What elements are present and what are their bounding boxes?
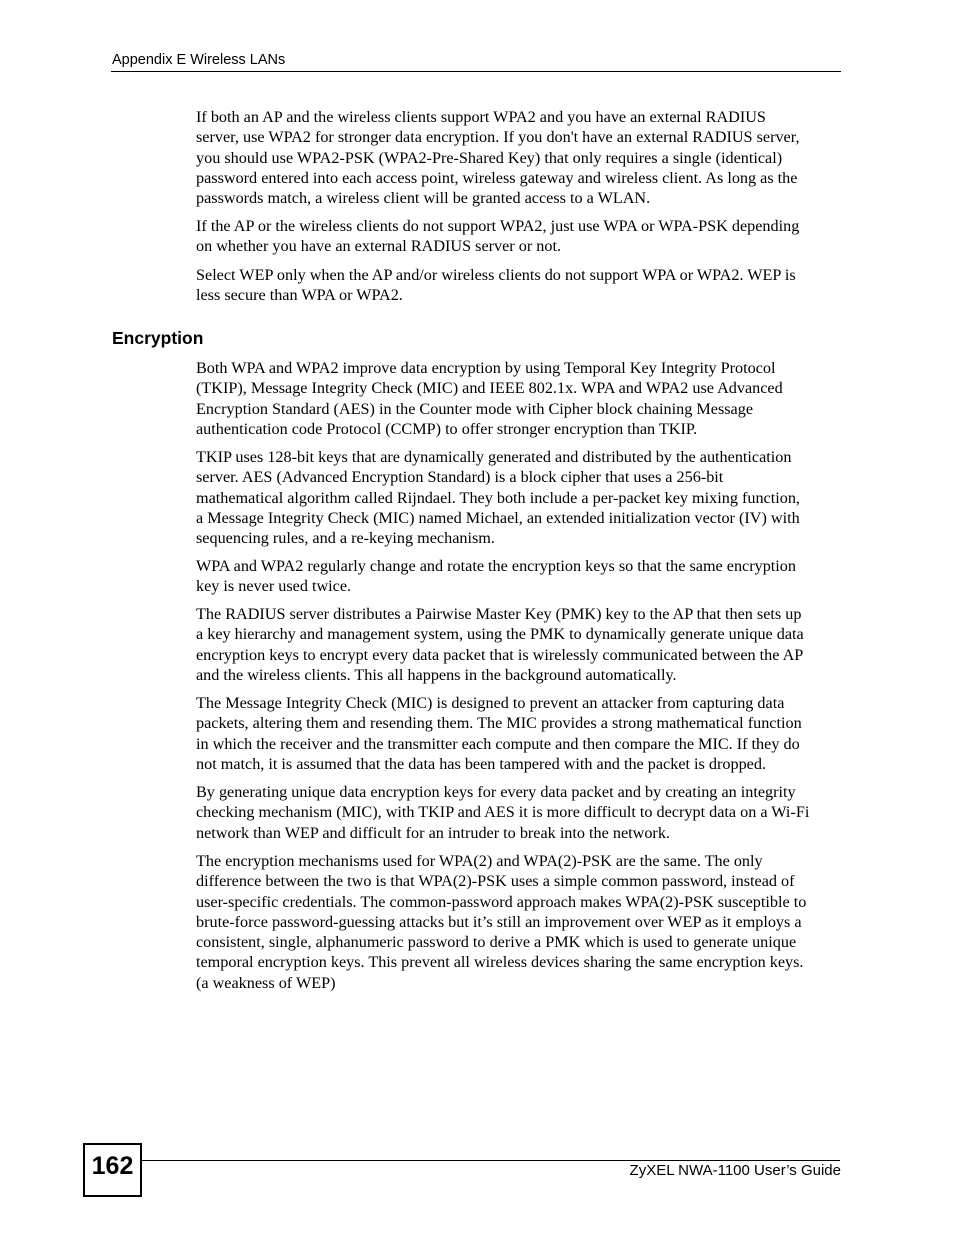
text-line: a key hierarchy and management system, using the PMK to dynamically generate unique data <box>196 625 804 644</box>
text-line: If the AP or the wireless clients do not support WPA2, just use WPA or WPA-PSK depending <box>196 217 800 235</box>
text-line: Both WPA and WPA2 improve data encryption by using Temporal Key Integrity Protocol <box>196 359 776 377</box>
guide-title: ZyXEL NWA-1100 User’s Guide <box>629 1162 841 1179</box>
body-paragraph <box>196 604 842 685</box>
body-paragraph <box>196 447 842 548</box>
text-line: The Message Integrity Check (MIC) is designed to prevent an attacker from capturing data <box>196 694 785 712</box>
text-line: less secure than WPA or WPA2. <box>196 286 403 305</box>
text-line: server. AES (Advanced Encryption Standard) is a block cipher that uses a 256-bit <box>196 468 724 487</box>
text-line: password entered into each access point, wireless gateway and wireless client. As long as the <box>196 168 798 187</box>
text-line: brute-force password-guessing attacks but it’s still an improvement over WEP as it employs a <box>196 912 802 931</box>
body-paragraph <box>196 216 842 257</box>
text-line: The encryption mechanisms used for WPA(2) and WPA(2)-PSK are the same. The only <box>196 852 763 870</box>
text-line: (TKIP), Message Integrity Check (MIC) and IEEE 802.1x. WPA and WPA2 use Advanced <box>196 379 783 398</box>
text-line: TKIP uses 128-bit keys that are dynamically generated and distributed by the authentication <box>196 448 792 466</box>
body-paragraph <box>196 358 842 439</box>
text-line: sequencing rules, and a re-keying mechanism. <box>196 529 495 548</box>
body-paragraph <box>196 851 842 993</box>
header-rule <box>111 71 841 72</box>
body-paragraph <box>196 265 842 306</box>
page-number-box <box>83 1143 142 1197</box>
text-line: difference between the two is that WPA(2)-PSK uses a simple common password, instead of <box>196 872 795 891</box>
body-paragraph <box>196 107 842 208</box>
text-line: server, use WPA2 for stronger data encryption. If you don't have an external RADIUS server, <box>196 128 800 147</box>
text-line: user-specific credentials. The common-password approach makes WPA(2)-PSK susceptible to <box>196 892 807 911</box>
text-line: By generating unique data encryption keys for every data packet and by creating an integrity <box>196 783 796 801</box>
text-line: packets, altering them and resending them. The MIC provides a strong mathematical function <box>196 714 802 733</box>
text-line: in which the receiver and the transmitter each compute and then compare the MIC. If they do <box>196 734 800 753</box>
text-line: The RADIUS server distributes a Pairwise Master Key (PMK) key to the AP that then sets up <box>196 605 802 623</box>
text-line: encryption keys to encrypt every data packet that is wirelessly communicated between the AP <box>196 645 804 664</box>
body-paragraph <box>196 782 842 843</box>
text-line: WPA and WPA2 regularly change and rotate the encryption keys so that the same encryption <box>196 557 796 575</box>
text-line: checking mechanism (MIC), with TKIP and AES it is more difficult to decrypt data on a Wi-Fi <box>196 803 810 822</box>
text-line: If both an AP and the wireless clients support WPA2 and you have an external RADIUS <box>196 108 766 126</box>
text-line: on whether you have an external RADIUS server or not. <box>196 237 562 256</box>
body-paragraph <box>196 693 842 774</box>
text-line: temporal encryption keys. This prevent all wireless devices sharing the same encryption keys. <box>196 953 804 972</box>
text-line: authentication code Protocol (CCMP) to offer stronger encryption than TKIP. <box>196 419 698 438</box>
text-line: Select WEP only when the AP and/or wireless clients do not support WPA or WPA2. WEP is <box>196 266 796 284</box>
text-line: you should use WPA2-PSK (WPA2-Pre-Shared Key) that only requires a single (identical) <box>196 148 783 167</box>
page-number: 162 <box>91 1152 134 1180</box>
running-header: Appendix E Wireless LANs <box>112 52 286 68</box>
body-paragraph <box>196 556 842 597</box>
section-heading: Encryption <box>112 328 204 348</box>
text-line: (a weakness of WEP) <box>196 973 336 992</box>
text-line: not match, it is assumed that the data has been tampered with and the packet is dropped. <box>196 754 766 773</box>
text-line: passwords match, a wireless client will be granted access to a WLAN. <box>196 189 651 208</box>
text-line: and the wireless clients. This all happens in the background automatically. <box>196 665 677 684</box>
text-line: key is never used twice. <box>196 577 352 596</box>
text-line: mathematical algorithm called Rijndael. They both include a per-packet key mixing function, <box>196 488 800 507</box>
text-line: network than WEP and difficult for an intruder to break into the network. <box>196 823 670 842</box>
text-line: consistent, single, alphanumeric password to derive a PMK which is used to generate unique <box>196 933 797 952</box>
text-line: Encryption Standard (AES) in the Counter mode with Cipher block chaining Message <box>196 399 754 418</box>
text-line: a Message Integrity Check (MIC) named Michael, an extended initialization vector (IV) with <box>196 508 800 527</box>
